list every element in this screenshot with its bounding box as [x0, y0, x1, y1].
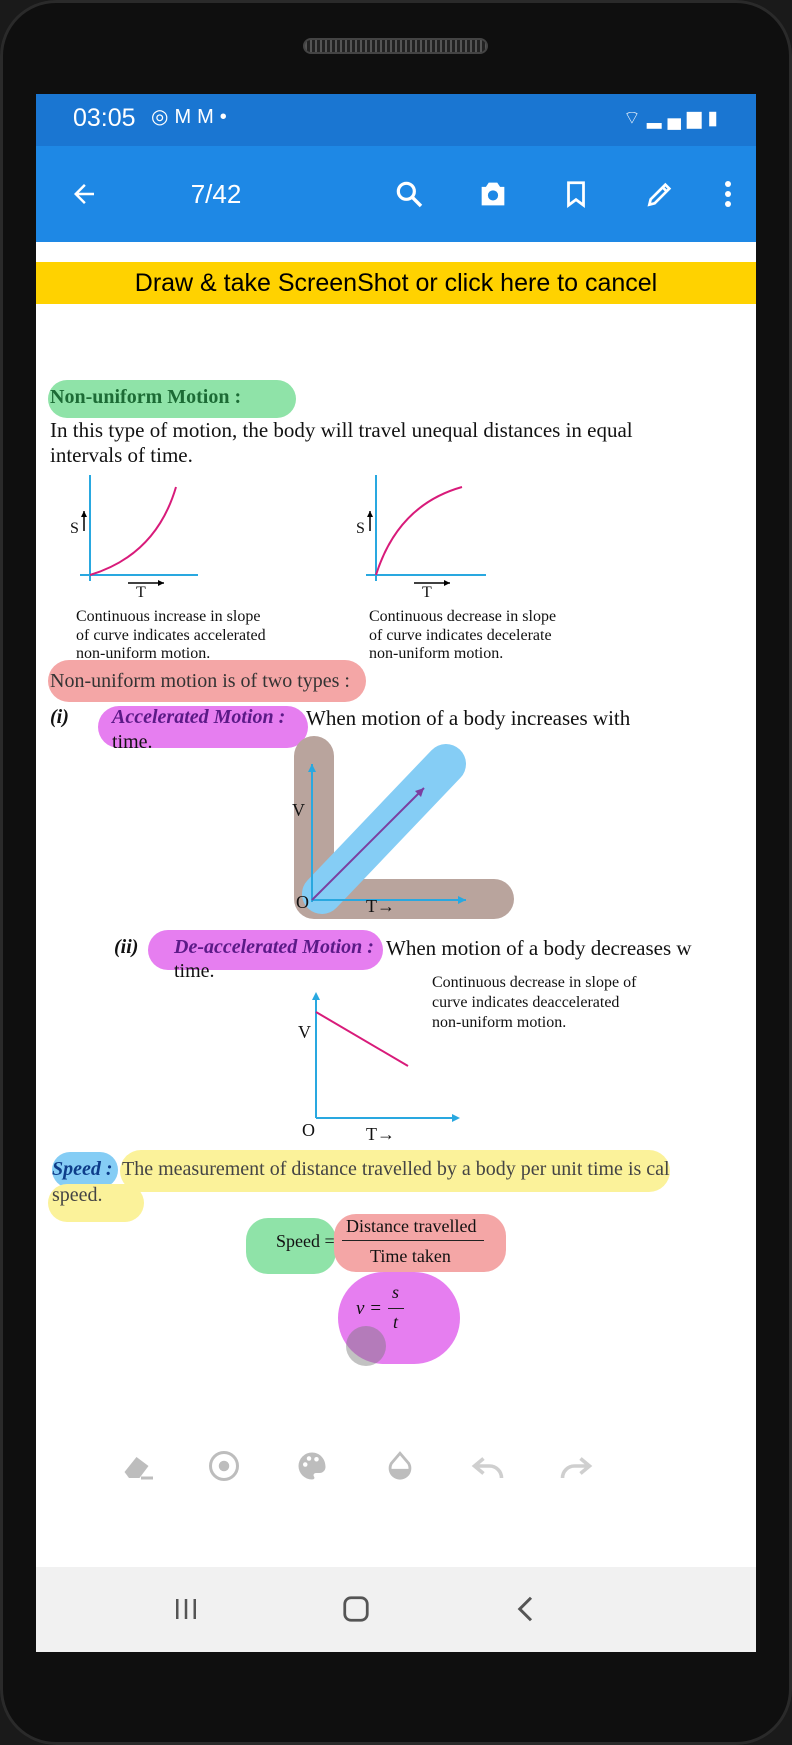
- pencil-icon: [644, 178, 676, 210]
- opacity-icon: [383, 1448, 417, 1484]
- accel-title: Accelerated Motion :: [112, 706, 286, 728]
- pen-cursor: [346, 1326, 386, 1366]
- formula-denominator: Time taken: [370, 1246, 451, 1266]
- page-indicator[interactable]: 7/42: [190, 178, 242, 209]
- search-button[interactable]: [387, 146, 431, 242]
- bookmark-button[interactable]: [554, 146, 598, 242]
- speed-definition: The measurement of distance travelled by a body per unit time is cal: [122, 1158, 670, 1180]
- graph4-x-label: T→: [366, 1124, 395, 1144]
- signal-icon: ▂▄▆: [646, 108, 708, 129]
- graph1-y-label: S: [70, 520, 79, 537]
- recents-icon: [171, 1596, 201, 1622]
- graph-velocity-decreasing: [306, 984, 476, 1124]
- status-bar: [36, 94, 756, 146]
- section-heading: Non-uniform Motion :: [50, 386, 242, 408]
- accel-number: (i): [50, 706, 69, 728]
- night-mode-button[interactable]: [306, 146, 350, 242]
- graph2-caption: Continuous decrease in slope: [369, 608, 557, 625]
- dot-icon: •: [219, 106, 233, 128]
- redo-icon: [557, 1451, 595, 1481]
- graph2-caption: of curve indicates decelerate: [369, 627, 552, 644]
- formula-lhs: Speed =: [276, 1231, 335, 1251]
- graph-velocity-increasing: [286, 734, 526, 934]
- back-icon: [513, 1594, 539, 1624]
- velocity-numerator: s: [392, 1282, 400, 1302]
- back-nav-button[interactable]: [502, 1585, 550, 1633]
- eraser-icon: [119, 1451, 157, 1481]
- graph4-origin: O: [302, 1120, 315, 1140]
- velocity-lhs: v =: [356, 1298, 383, 1319]
- accel-text: time.: [112, 731, 153, 753]
- graph1-caption: non-uniform motion.: [76, 645, 211, 661]
- app-toolbar: [36, 146, 756, 242]
- velocity-denominator: t: [393, 1312, 399, 1332]
- draw-button[interactable]: [638, 146, 682, 242]
- screenshot-button[interactable]: [471, 146, 515, 242]
- gmail-icon: M: [197, 106, 220, 128]
- accel-text: When motion of a body increases with: [306, 706, 631, 730]
- wifi-icon: ⌔: [622, 108, 647, 129]
- undo-icon: [469, 1451, 507, 1481]
- graph4-y-label: V: [298, 1022, 311, 1042]
- status-time: 03:05: [73, 104, 136, 132]
- fraction-bar: [342, 1240, 484, 1241]
- sync-icon: ◎: [151, 106, 175, 128]
- screen: [36, 94, 756, 1652]
- more-vert-icon: [723, 179, 733, 209]
- screenshot-banner[interactable]: Draw & take ScreenShot or click here to cancel: [36, 262, 756, 304]
- pointer-button[interactable]: [202, 1444, 246, 1488]
- decel-caption: Continuous decrease in slope of: [432, 974, 637, 991]
- decel-caption: curve indicates deaccelerated: [432, 994, 620, 1011]
- decel-title: De-accelerated Motion :: [174, 936, 374, 958]
- graph2-x-label: T: [422, 584, 432, 601]
- undo-button[interactable]: [466, 1444, 510, 1488]
- battery-icon: ▮: [707, 108, 724, 129]
- graph-decelerated-curve: [362, 469, 502, 599]
- graph1-caption: of curve indicates accelerated: [76, 627, 266, 644]
- graph1-x-label: T: [136, 584, 146, 601]
- formula-numerator: Distance travelled: [346, 1216, 477, 1236]
- more-options-button[interactable]: [713, 146, 743, 242]
- earpiece-speaker: [303, 38, 488, 54]
- speed-label: Speed :: [52, 1158, 113, 1180]
- intro-text: In this type of motion, the body will travel unequal distances in equal: [50, 418, 633, 442]
- opacity-button[interactable]: [378, 1444, 422, 1488]
- graph2-y-label: S: [356, 520, 365, 537]
- decel-text: time.: [174, 960, 215, 982]
- fraction-bar: [388, 1308, 404, 1309]
- notification-icons: [151, 104, 233, 129]
- home-button[interactable]: [332, 1585, 380, 1633]
- drawing-toolbar: [36, 1418, 756, 1516]
- pointer-icon: [206, 1448, 242, 1484]
- eraser-button[interactable]: [116, 1444, 160, 1488]
- back-button[interactable]: [62, 146, 106, 242]
- home-icon: [341, 1594, 371, 1624]
- bookmark-icon: [561, 178, 591, 210]
- moon-icon: [311, 177, 345, 211]
- gmail-icon: M: [174, 106, 198, 128]
- system-nav-bar: [36, 1567, 756, 1652]
- recents-button[interactable]: [162, 1585, 210, 1633]
- graph2-caption: non-uniform motion.: [369, 645, 504, 661]
- graph3-y-label: V: [292, 800, 305, 820]
- color-button[interactable]: [290, 1444, 334, 1488]
- graph1-caption: Continuous increase in slope: [76, 608, 261, 625]
- camera-icon: [476, 177, 510, 211]
- graph3-origin: O: [296, 892, 309, 912]
- decel-caption: non-uniform motion.: [432, 1014, 567, 1031]
- decel-number: (ii): [114, 936, 139, 958]
- palette-icon: [294, 1448, 330, 1484]
- types-heading: Non-uniform motion is of two types :: [50, 670, 350, 692]
- system-icons: [623, 106, 724, 130]
- redo-button[interactable]: [554, 1444, 598, 1488]
- search-icon: [393, 178, 425, 210]
- intro-text: intervals of time.: [50, 443, 193, 467]
- pdf-page: [36, 304, 756, 1418]
- back-arrow-icon: [69, 179, 99, 209]
- graph3-x-label: T→: [366, 896, 395, 916]
- speed-definition: speed.: [52, 1184, 103, 1206]
- graph-accelerated-curve: [66, 469, 206, 599]
- decel-text: When motion of a body decreases w: [386, 936, 692, 960]
